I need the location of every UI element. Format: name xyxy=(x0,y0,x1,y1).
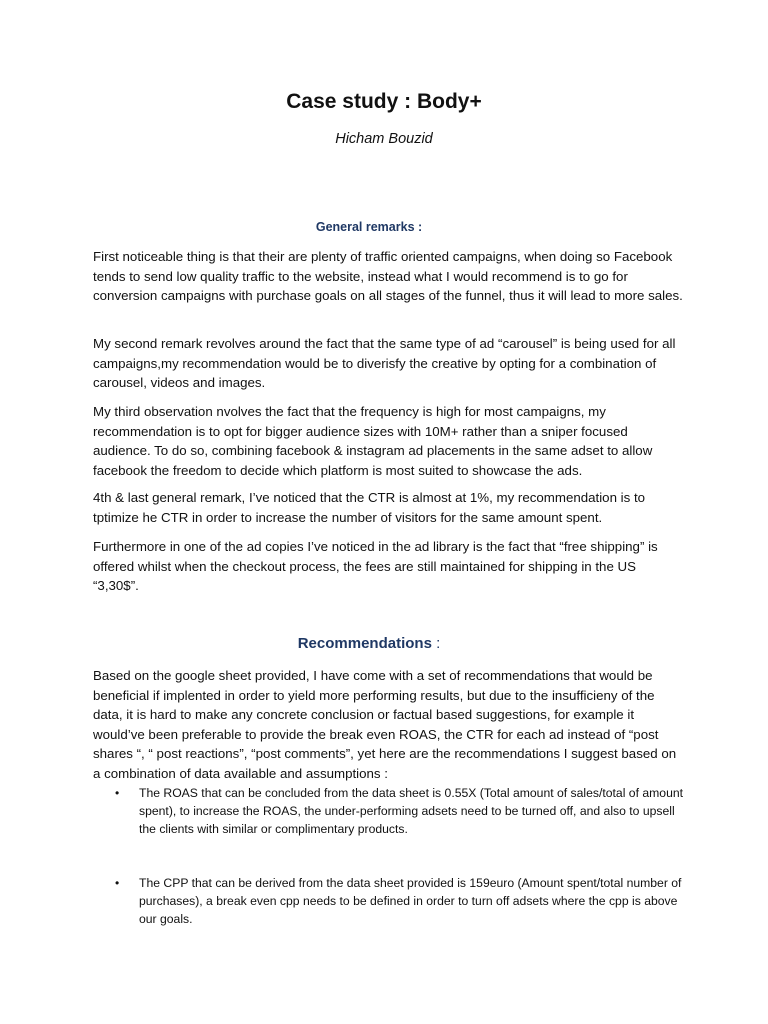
recommendations-heading-text: Recommendations xyxy=(297,635,432,652)
recommendations-heading-colon: : xyxy=(431,635,441,652)
recommendation-bullet-cpp xyxy=(115,874,685,928)
recommendations-intro: Based on the google sheet provided, I have come with a set of recommendations that would be beneficial if implented in order to yield more performing results, but due to the insufficieny of the data, it is hard to make any concrete conclusion or factual based suggestions, for example it would’ve been preferable to provide the break even ROAS, the CTR for each ad instead of “post shares “, “ post reactions”, “post comments”, yet here are the recommendations I suggest based on a combination of data available and assumptions : xyxy=(93,668,677,781)
recommendation-bullet-roas xyxy=(115,784,685,838)
bullet-icon: • xyxy=(115,876,120,890)
general-remarks-heading: General remarks : xyxy=(315,220,423,234)
bullet-text: The ROAS that can be concluded from the data sheet is 0.55X (Total amount of sales/total of amount spent), to increase the ROAS, the under-performing adsets need to be turned off, and also to upsell the clients with similar or complimentary products. xyxy=(139,786,684,836)
bullet-text: The CPP that can be derived from the data sheet provided is 159euro (Amount spent/total number of purchases), a break even cpp needs to be defined in order to turn off adsets where the cpp is above our goals. xyxy=(139,876,682,926)
recommendations-heading xyxy=(0,635,738,652)
document-title: Case study : Body+ xyxy=(286,90,482,113)
remark-paragraph: My third observation nvolves the fact that the frequency is high for most campaigns, my recommendation is to opt for bigger audience sizes with 10M+ rather than a sniper focused audience. To do so, combining facebook & instagram ad placements in the same adset to allow facebook the freedom to decide which platform is most suited to showcase the ads. xyxy=(93,404,653,478)
remark-paragraph: 4th & last general remark, I’ve noticed that the CTR is almost at 1%, my recommendation is to tptimize he CTR in order to increase the number of visitors for the same amount spent. xyxy=(93,490,646,525)
remark-paragraph: Furthermore in one of the ad copies I’ve noticed in the ad library is the fact that “free shipping” is offered whilst when the checkout process, the fees are still maintained for shipping in the US “3,30$”. xyxy=(93,539,658,594)
remark-paragraph: My second remark revolves around the fact that the same type of ad “carousel” is being used for all campaigns,my recommendation would be to diverisfy the creative by opting for a combination of carousel, videos and images. xyxy=(93,336,676,391)
bullet-icon: • xyxy=(115,786,120,800)
document-author: Hicham Bouzid xyxy=(335,131,433,147)
remark-paragraph: First noticeable thing is that their are plenty of traffic oriented campaigns, when doing so Facebook tends to send low quality traffic to the website, instead what I would recommend is to go for conversion campaigns with purchase goals on all stages of the funnel, thus it will lead to more sales. xyxy=(93,249,683,304)
